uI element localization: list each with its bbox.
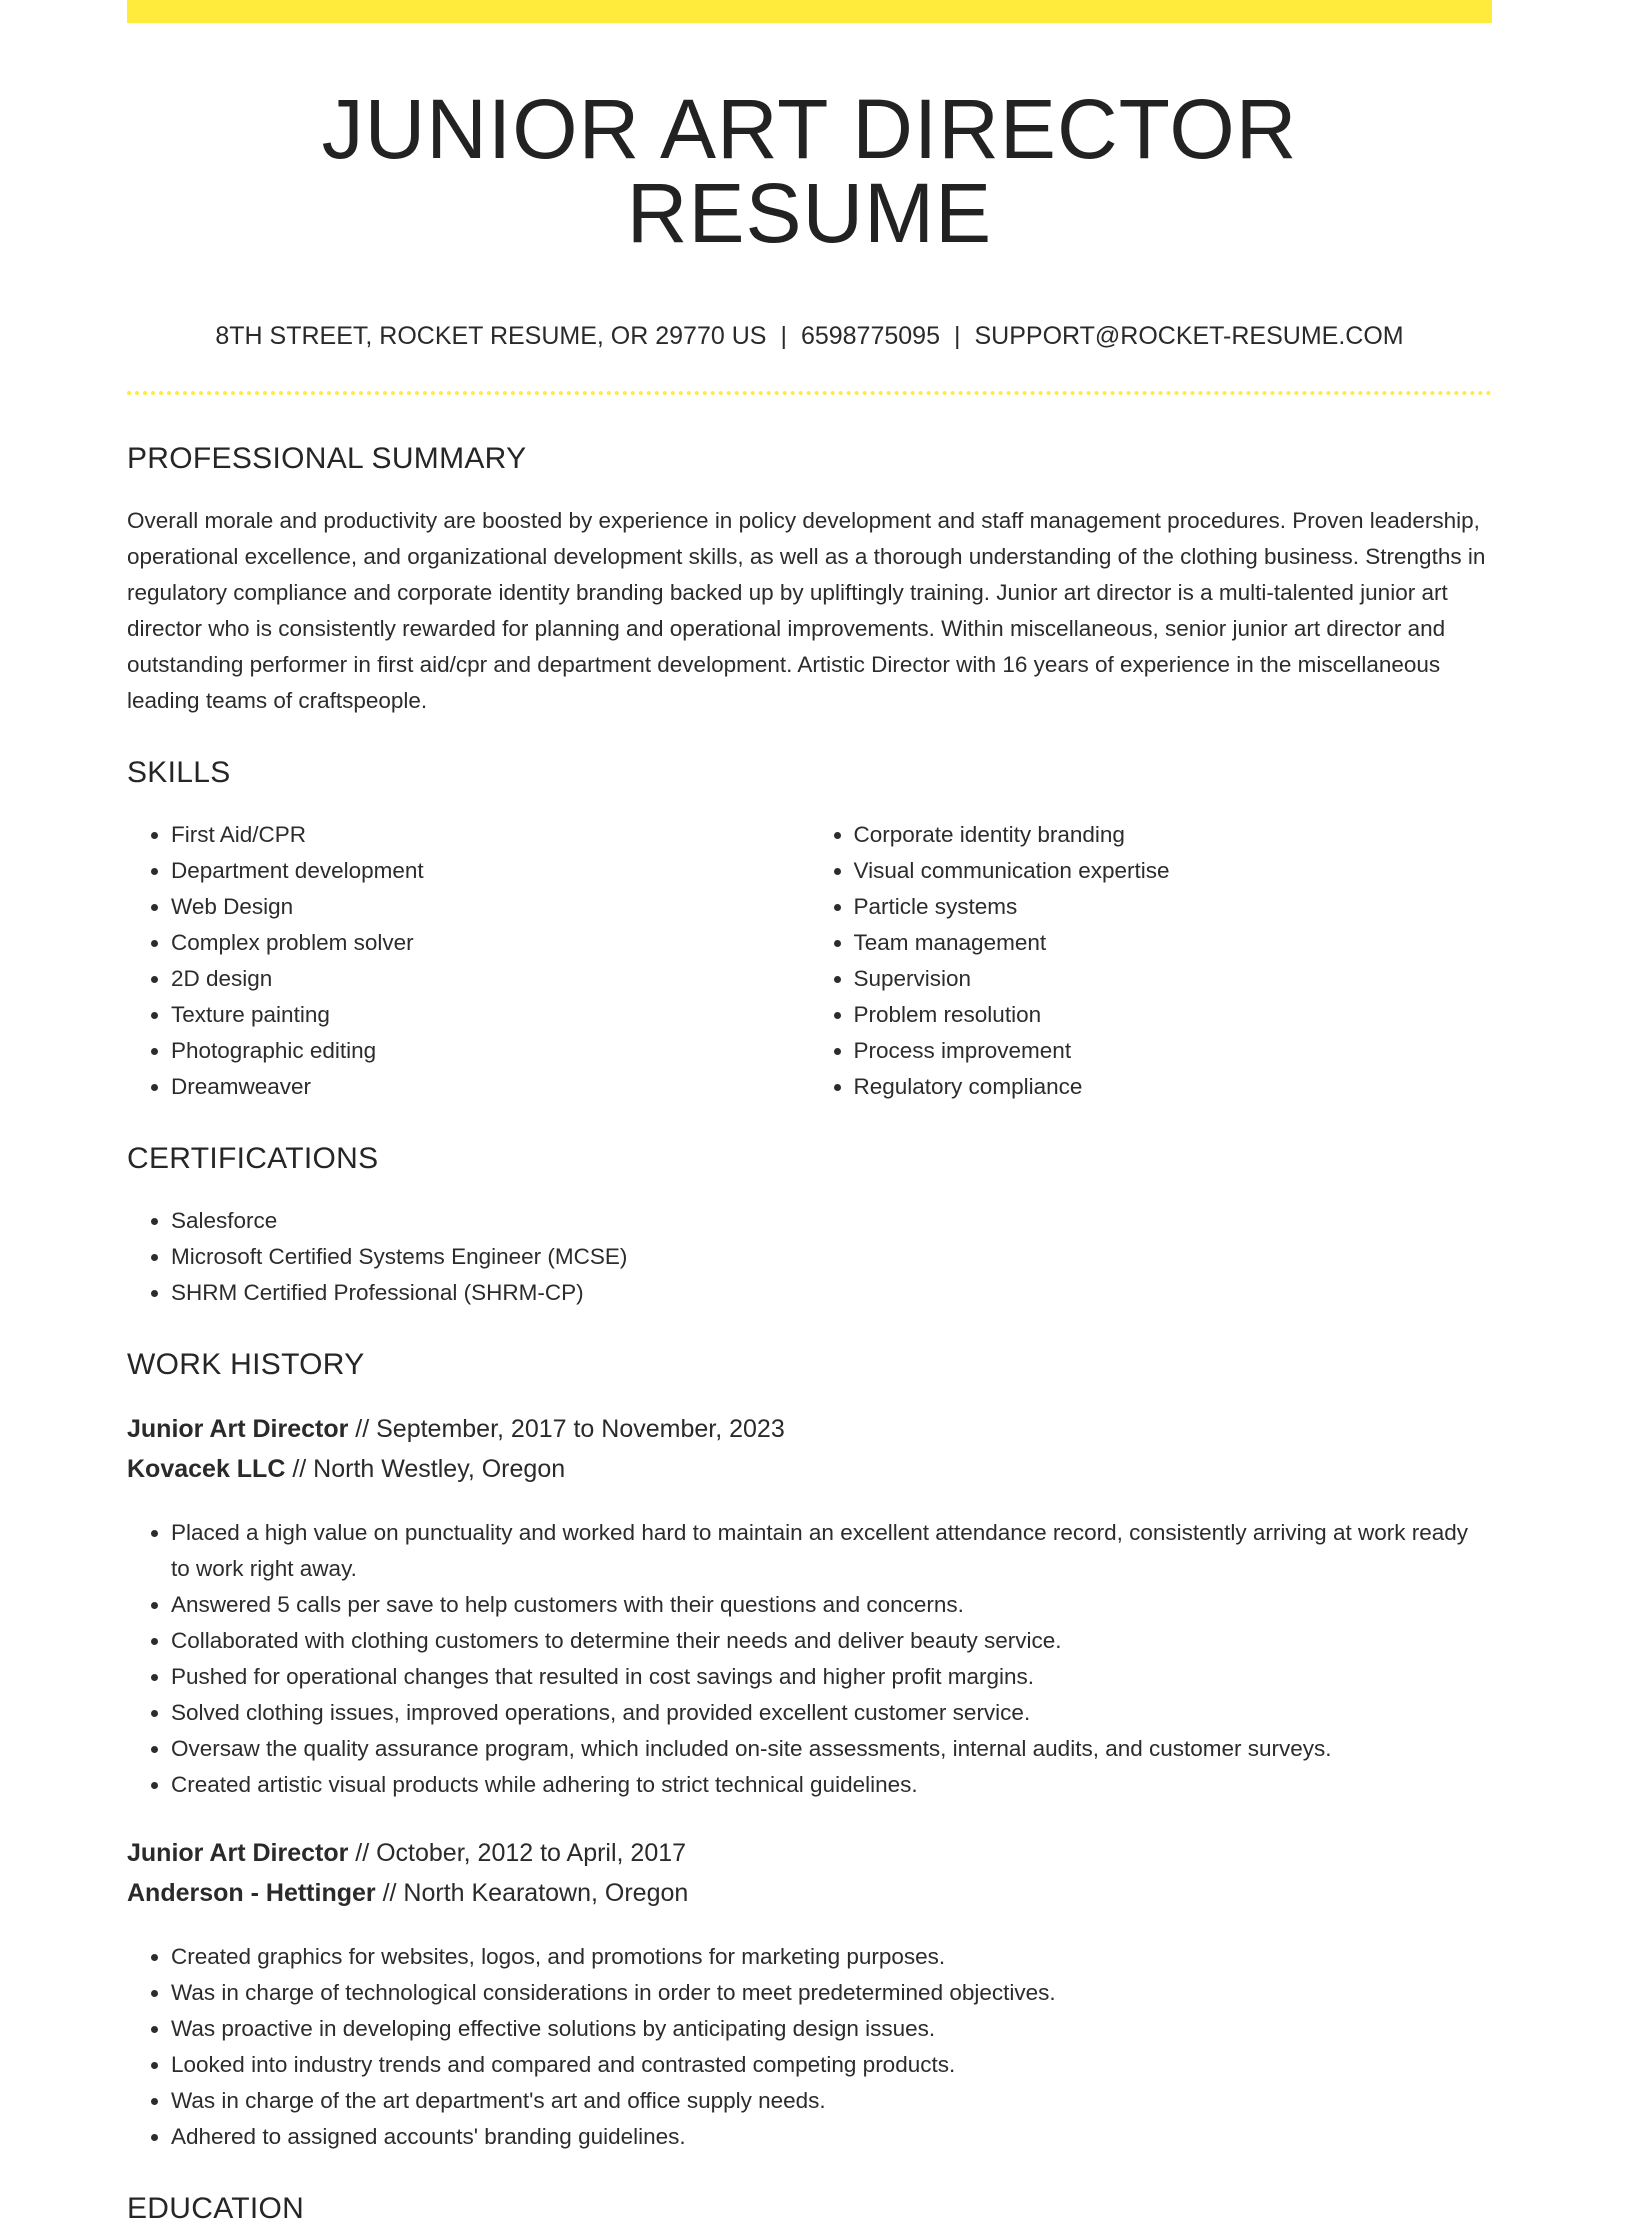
job-duty: • Looked into industry trends and compared and contrasted competing products. (171, 2047, 1492, 2083)
contact-separator: | (780, 322, 787, 350)
skill-item: • 2D design (171, 961, 810, 997)
section-heading: EDUCATION (127, 2192, 305, 2225)
job-duty: • Answered 5 calls per save to help customers with their questions and concerns. (171, 1587, 1492, 1623)
skill-item: • Supervision (854, 961, 1493, 997)
certification-item: • Salesforce (171, 1203, 1492, 1239)
skill-item: • Web Design (171, 889, 810, 925)
job-dates: // September, 2017 to November, 2023 (348, 1415, 785, 1443)
skill-item: • Texture painting (171, 997, 810, 1033)
skill-item: • Complex problem solver (171, 925, 810, 961)
job-title: Junior Art Director (127, 1839, 349, 1867)
skill-item: • Dreamweaver (171, 1069, 810, 1105)
certifications-list (127, 1203, 1492, 1311)
skill-item: • Team management (854, 925, 1493, 961)
section-heading: SKILLS (127, 756, 231, 789)
education-section (127, 2191, 1492, 2227)
job-duties-list (127, 1515, 1492, 1803)
job-duty: • Created artistic visual products while adhering to strict technical guidelines. (171, 1767, 1492, 1803)
skills-section (127, 755, 1492, 1105)
phone: 6598775095 (800, 322, 940, 350)
resume-title: JUNIOR ART DIRECTOR RESUME (321, 82, 1298, 260)
job-entry (127, 1409, 1492, 1803)
dotted-divider (127, 391, 1492, 395)
job-duty: • Was proactive in developing effective solutions by anticipating design issues. (171, 2011, 1492, 2047)
professional-summary-section (127, 441, 1492, 719)
job-header (127, 1409, 1492, 1489)
job-duty: • Adhered to assigned accounts' branding guidelines. (171, 2119, 1492, 2155)
job-duties-list (127, 1939, 1492, 2155)
job-header (127, 1833, 1492, 1913)
skill-item: • Problem resolution (854, 997, 1493, 1033)
summary-text: Overall morale and productivity are boosted by experience in policy development and staff management procedures. Proven leadership, operational excellence, and organizational development skills, as well as a thorough understanding of the clothing business. Strengths in regulatory compliance and corporate identity branding backed up by upliftingly training. Junior art director is a multi-talented junior art director who is consistently rewarded for planning and operational improvements. Within miscellaneous, senior junior art director and outstanding performer in first aid/cpr and department development. Artistic Director with 16 years of experience in the miscellaneous leading teams of craftspeople. (127, 508, 1486, 713)
work-history-section (127, 1347, 1492, 2155)
job-title: Junior Art Director (127, 1415, 349, 1443)
email: SUPPORT@ROCKET-RESUME.COM (974, 322, 1404, 350)
address: 8TH STREET, ROCKET RESUME, OR 29770 US (215, 322, 767, 350)
job-entry (127, 1833, 1492, 2155)
job-duty: • Collaborated with clothing customers to determine their needs and deliver beauty service. (171, 1623, 1492, 1659)
skills-list-left (127, 817, 810, 1105)
job-duty: • Pushed for operational changes that resulted in cost savings and higher profit margins. (171, 1659, 1492, 1695)
job-dates: // October, 2012 to April, 2017 (348, 1839, 687, 1867)
job-location: // North Westley, Oregon (285, 1455, 566, 1483)
skills-list-right (810, 817, 1493, 1105)
job-duty: • Placed a high value on punctuality and worked hard to maintain an excellent attendance record, consistently arriving at work ready to work right away. (171, 1515, 1492, 1587)
skill-item: • First Aid/CPR (171, 817, 810, 853)
job-duty: • Solved clothing issues, improved operations, and provided excellent customer service. (171, 1695, 1492, 1731)
job-duty: • Created graphics for websites, logos, and promotions for marketing purposes. (171, 1939, 1492, 1975)
contact-line (127, 321, 1492, 351)
skill-item: • Corporate identity branding (854, 817, 1493, 853)
certification-item: • SHRM Certified Professional (SHRM-CP) (171, 1275, 1492, 1311)
section-heading: WORK HISTORY (127, 1348, 365, 1381)
contact-separator: | (953, 322, 961, 350)
resume-page (127, 0, 1492, 2227)
skill-item: • Department development (171, 853, 810, 889)
skill-item: • Particle systems (854, 889, 1493, 925)
company-name: Anderson - Hettinger (127, 1879, 376, 1907)
skill-item: • Photographic editing (171, 1033, 810, 1069)
certifications-section (127, 1141, 1492, 1311)
job-location: // North Kearatown, Oregon (375, 1879, 689, 1907)
section-heading: CERTIFICATIONS (127, 1142, 379, 1175)
skill-item: • Regulatory compliance (854, 1069, 1493, 1105)
skill-item: • Process improvement (854, 1033, 1493, 1069)
job-duty: • Was in charge of technological considerations in order to meet predetermined objectives. (171, 1975, 1492, 2011)
job-duty: • Was in charge of the art department's art and office supply needs. (171, 2083, 1492, 2119)
section-heading: PROFESSIONAL SUMMARY (127, 442, 527, 475)
skills-grid (127, 791, 1492, 1105)
company-name: Kovacek LLC (127, 1455, 286, 1483)
certification-item: • Microsoft Certified Systems Engineer (MCSE) (171, 1239, 1492, 1275)
top-accent-bar (127, 0, 1492, 23)
skill-item: • Visual communication expertise (854, 853, 1493, 889)
job-duty: • Oversaw the quality assurance program, which included on-site assessments, internal audits, and customer surveys. (171, 1731, 1492, 1767)
